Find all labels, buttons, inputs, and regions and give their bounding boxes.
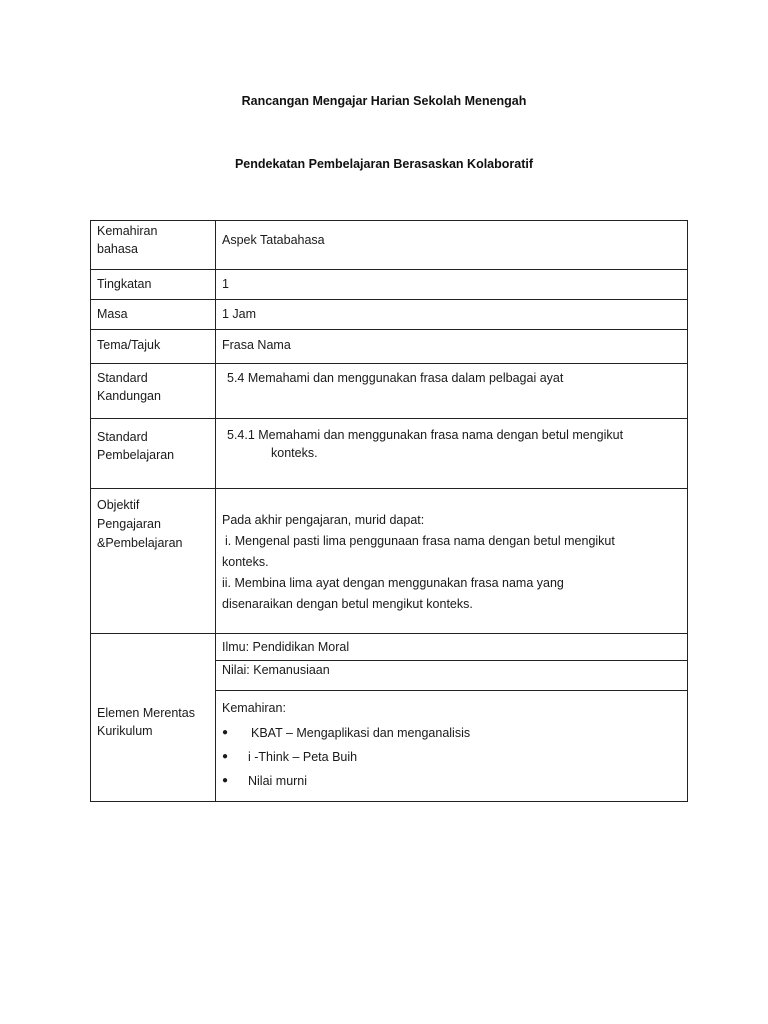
- label-cell: Masa: [91, 300, 216, 330]
- value-cell: [216, 419, 688, 489]
- bullet-icon: ●: [222, 775, 229, 786]
- kemahiran-title: Kemahiran:: [222, 701, 286, 715]
- objective-item: ii. Membina lima ayat dengan menggunakan frasa nama yang: [222, 576, 564, 590]
- objective-item: konteks.: [222, 555, 269, 569]
- value-cell: 1: [216, 270, 688, 300]
- objective-intro: Pada akhir pengajaran, murid dapat:: [222, 513, 425, 527]
- value-line: konteks.: [271, 446, 318, 460]
- row-kemahiran-bahasa: [91, 221, 688, 270]
- row-objektif: [91, 489, 688, 634]
- value-cell: [216, 489, 688, 634]
- list-item: [222, 745, 681, 769]
- row-tema-tajuk: [91, 330, 688, 364]
- value-cell: Aspek Tatabahasa: [216, 221, 688, 270]
- bullet-icon: ●: [222, 751, 229, 762]
- row-tingkatan: [91, 270, 688, 300]
- label-line: Standard: [97, 430, 148, 444]
- objective-item: i. Mengenal pasti lima penggunaan frasa nama dengan betul mengikut: [225, 534, 615, 548]
- value-line: 5.4.1 Memahami dan menggunakan frasa nama dengan betul mengikut: [227, 428, 624, 442]
- label-line: &Pembelajaran: [97, 536, 183, 550]
- label-cell: [91, 221, 216, 270]
- page-subtitle: Pendekatan Pembelajaran Berasaskan Kolaboratif: [234, 157, 534, 171]
- page-title: Rancangan Mengajar Harian Sekolah Menengah: [241, 94, 527, 108]
- label-cell: Tema/Tajuk: [91, 330, 216, 364]
- label-cell: [91, 419, 216, 489]
- list-item: [222, 721, 681, 745]
- label-line: Objektif: [97, 498, 140, 512]
- objective-item: disenaraikan dengan betul mengikut konteks.: [222, 597, 473, 611]
- label-line: Kemahiran: [97, 224, 158, 238]
- label-line: Pengajaran: [97, 517, 161, 531]
- value-cell: Ilmu: Pendidikan Moral: [216, 634, 688, 661]
- label-line: Elemen Merentas: [97, 706, 195, 720]
- value-cell: 5.4 Memahami dan menggunakan frasa dalam pelbagai ayat: [216, 364, 688, 419]
- label-line: Kandungan: [97, 389, 161, 403]
- label-line: Pembelajaran: [97, 448, 175, 462]
- value-cell: Frasa Nama: [216, 330, 688, 364]
- list-item-text: i -Think – Peta Buih: [248, 750, 358, 764]
- label-line: Standard: [97, 371, 148, 385]
- list-item-text: KBAT – Mengaplikasi dan menganalisis: [251, 726, 471, 740]
- value-cell: 1 Jam: [216, 300, 688, 330]
- value-cell: Nilai: Kemanusiaan: [216, 661, 688, 691]
- row-emk-ilmu: [91, 634, 688, 661]
- row-masa: [91, 300, 688, 330]
- row-standard-kandungan: [91, 364, 688, 419]
- label-cell: [91, 364, 216, 419]
- label-line: bahasa: [97, 242, 139, 256]
- lesson-plan-table: [90, 220, 688, 802]
- list-item: [222, 769, 681, 793]
- row-standard-pembelajaran: [91, 419, 688, 489]
- value-cell: [216, 691, 688, 802]
- label-cell: [91, 489, 216, 634]
- label-cell: Tingkatan: [91, 270, 216, 300]
- label-cell: [91, 634, 216, 802]
- bullet-icon: ●: [222, 727, 229, 738]
- label-line: Kurikulum: [97, 724, 153, 738]
- list-item-text: Nilai murni: [248, 774, 308, 788]
